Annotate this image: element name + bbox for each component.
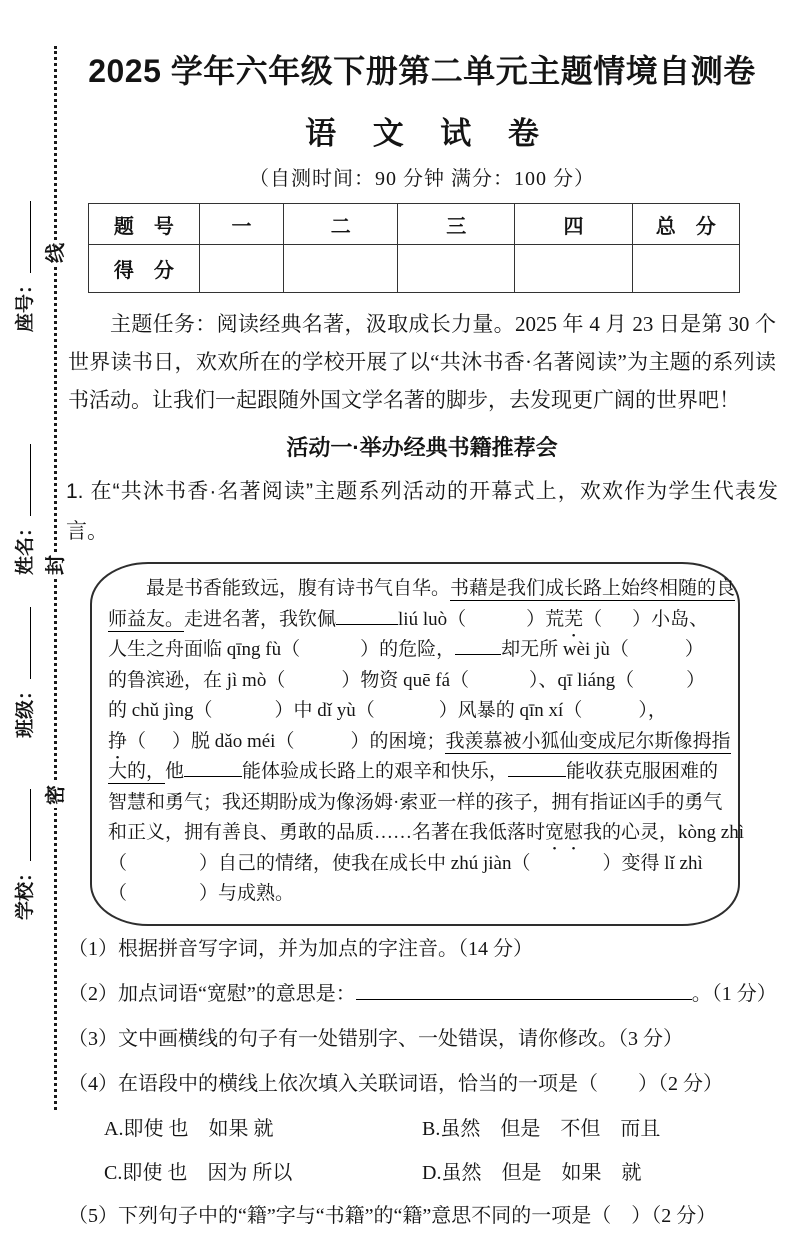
paper-subtitle: 语 文 试 卷	[305, 116, 553, 151]
speech-text: 书藉是我们成长路上始终相随的良	[450, 578, 736, 599]
speech-text: 最是书香能致远，腹有诗书气自华。	[108, 578, 451, 599]
speech-text: 大的，	[108, 761, 166, 782]
speech-text: ）	[686, 669, 706, 691]
question-1-4-options	[104, 1116, 778, 1187]
score-table-header-cell: 总 分	[632, 204, 739, 245]
speech-text: ）与成熟。	[199, 883, 295, 904]
speech-text: ）变得 lǐ zhì	[602, 852, 703, 874]
score-table-header-cell: 一	[199, 204, 284, 245]
sub-questions	[68, 936, 778, 1229]
speech-text: （	[108, 852, 128, 874]
paper-time-score-info: （自测时间：90 分钟 满分：100 分）	[249, 168, 595, 190]
speech-text: 的 chǔ jìng（	[108, 700, 213, 721]
paren-answer-gap	[146, 746, 172, 747]
question-1-stem: 1. 在“共沐书香·名著阅读”主题系列活动的开幕式上，欢欢作为学生代表发言。	[66, 480, 778, 543]
option-b: B.虽然 但是 不但 而且	[422, 1117, 661, 1140]
speech-text: ）	[684, 639, 704, 660]
speech-line	[108, 788, 724, 819]
speech-text: 走进名著，我钦佩	[184, 608, 337, 630]
score-table-header-row	[89, 204, 740, 245]
paren-answer-gap	[469, 685, 529, 686]
margin-label-school-text: 学校：	[15, 862, 37, 920]
score-table-score-row	[89, 245, 740, 293]
score-cell-empty	[199, 245, 284, 293]
emphasized-char: 芜	[564, 608, 584, 630]
speech-line	[108, 696, 724, 727]
option-a: A.即使 也 如果 就	[104, 1117, 274, 1140]
speech-line	[108, 879, 724, 910]
margin-label-seat-number-text: 座号：	[15, 274, 37, 332]
seal-char-xian: 线	[43, 240, 69, 266]
speech-line	[108, 818, 745, 849]
speech-line	[108, 757, 724, 788]
score-cell-empty	[515, 245, 632, 293]
speech-line	[108, 574, 736, 605]
seal-char-mi: 密	[43, 782, 69, 808]
speech-text: 我的心灵，kòng zhì	[583, 822, 745, 843]
speech-text: ）、qī liáng（	[529, 669, 635, 691]
paren-answer-gap	[466, 624, 526, 625]
seat-number-blank-line	[13, 201, 31, 273]
score-table-header-cell: 题 号	[89, 204, 200, 245]
fill-in-blank-line	[336, 607, 398, 624]
theme-task-intro: 主题任务：阅读经典名著，汲取成长力量。2025 年 4 月 23 日是第 30 个世界读书日，欢欢所在的学校开展了以“共沐书香·名著阅读”为主题的系列读书活动。让我们一起跟随外国文学名著的脚步，去发现更广阔的世界吧！	[68, 312, 776, 412]
speech-line	[108, 666, 724, 697]
emphasized-char: 宽	[545, 822, 565, 843]
option-d: D.虽然 但是 如果 就	[422, 1161, 642, 1184]
speech-text: ）荒	[526, 608, 565, 630]
speech-text: 人生之舟面临 qīng fù（	[108, 639, 301, 660]
question-1-5: （5）下列句子中的“籍”字与“书籍”的“籍”意思不同的一项是（ ）（2 分）	[68, 1204, 717, 1227]
margin-label-class-text: 班级：	[15, 680, 37, 738]
fill-in-blank-line	[455, 638, 501, 655]
speech-text: 能体验成长路上的艰辛和快乐，	[242, 761, 509, 782]
speech-text: 我羡慕被小狐仙变成尼尔斯像拇指	[445, 730, 731, 752]
speech-text: 和正义，拥有善良、勇敢的品质……名著在我低落时	[108, 822, 546, 843]
score-cell-empty	[398, 245, 515, 293]
main-content	[66, 40, 778, 1248]
speech-text: ）自己的情绪，使我在成长中 zhú jiàn（	[199, 852, 531, 874]
speech-text: 师益友。	[108, 608, 185, 630]
speech-rounded-box	[90, 562, 745, 926]
score-cell-empty	[284, 245, 398, 293]
score-table-header-cell: 四	[515, 204, 632, 245]
speech-line	[108, 849, 724, 880]
paren-answer-gap	[285, 685, 341, 686]
speech-text: ）的危险，	[360, 639, 456, 660]
option-c: C.即使 也 因为 所以	[104, 1161, 293, 1184]
speech-text: ）小岛、	[632, 608, 709, 630]
question-1-2-suffix: 。（1 分）	[691, 982, 777, 1005]
score-table-header-cell: 二	[284, 204, 398, 245]
seal-dotted-line	[54, 46, 57, 1110]
speech-line	[108, 605, 724, 636]
paren-answer-gap	[375, 715, 439, 716]
speech-text: ）脱 dǎo méi（	[172, 730, 295, 752]
school-blank-line	[13, 789, 31, 861]
score-table	[88, 203, 740, 293]
margin-label-student-name-text: 姓名：	[15, 517, 37, 575]
paren-answer-gap	[582, 715, 638, 716]
margin-label-school	[13, 760, 39, 920]
speech-line	[108, 635, 724, 666]
speech-text: （	[127, 730, 147, 752]
speech-content	[108, 574, 745, 910]
speech-line	[108, 727, 731, 758]
paren-answer-gap	[213, 715, 275, 716]
score-table-header-cell: 三	[398, 204, 515, 245]
fill-in-blank-line	[184, 760, 242, 777]
speech-text: liú luò（	[398, 608, 467, 630]
speech-text: 他	[165, 761, 185, 782]
question-1-1: （1）根据拼音写字词，并为加点的字注音。（14 分）	[68, 937, 533, 960]
paren-answer-gap	[530, 868, 602, 869]
score-row-label: 得 分	[89, 245, 200, 293]
margin-label-class	[13, 578, 39, 738]
answer-blank-line	[356, 982, 692, 1000]
question-1-4: （4）在语段中的横线上依次填入关联词语，恰当的一项是（ ）（2 分）	[68, 1072, 723, 1095]
paren-answer-gap	[127, 898, 199, 899]
paren-answer-gap	[294, 746, 350, 747]
emphasized-char: 挣	[108, 730, 128, 752]
speech-text: （	[108, 883, 128, 904]
class-blank-line	[13, 607, 31, 679]
speech-text: ），	[638, 700, 667, 721]
speech-text: 能收获克服困难的	[566, 761, 719, 782]
paren-answer-gap	[602, 624, 632, 625]
speech-text: 智慧和勇气；我还期盼成为像汤姆·索亚一样的孩子，拥有指证凶手的勇气	[108, 791, 723, 813]
seal-char-feng: 封	[43, 552, 69, 578]
speech-text: ）的困境；	[350, 730, 446, 752]
paren-answer-gap	[629, 654, 685, 655]
paren-answer-gap	[634, 685, 686, 686]
question-1-3: （3）文中画横线的句子有一处错别字、一处错误，请你修改。（3 分）	[68, 1027, 683, 1050]
activity-one-title: 活动一·举办经典书籍推荐会	[286, 435, 558, 460]
speech-text: 却无所 wèi jù（	[501, 639, 629, 660]
speech-text: 的鲁滨逊，在 jì mò（	[108, 669, 286, 691]
speech-text: （	[583, 608, 603, 630]
fill-in-blank-line	[508, 760, 566, 777]
emphasized-char: 慰	[564, 822, 584, 843]
speech-text: ）物资 quē fá（	[341, 669, 470, 691]
paren-answer-gap	[300, 654, 360, 655]
question-1-2-text: （2）加点词语“宽慰”的意思是：	[68, 982, 356, 1005]
speech-text: ）中 dǐ yù（	[274, 700, 375, 721]
score-cell-empty	[632, 245, 739, 293]
paren-answer-gap	[127, 868, 199, 869]
margin-label-seat-number	[13, 172, 39, 332]
speech-text: ）风暴的 qīn xí（	[438, 700, 583, 721]
margin-label-student-name	[13, 415, 39, 575]
paper-title: 2025 学年六年级下册第二单元主题情境自测卷	[88, 53, 756, 89]
student-name-blank-line	[13, 444, 31, 516]
question-1-2	[68, 981, 778, 1007]
